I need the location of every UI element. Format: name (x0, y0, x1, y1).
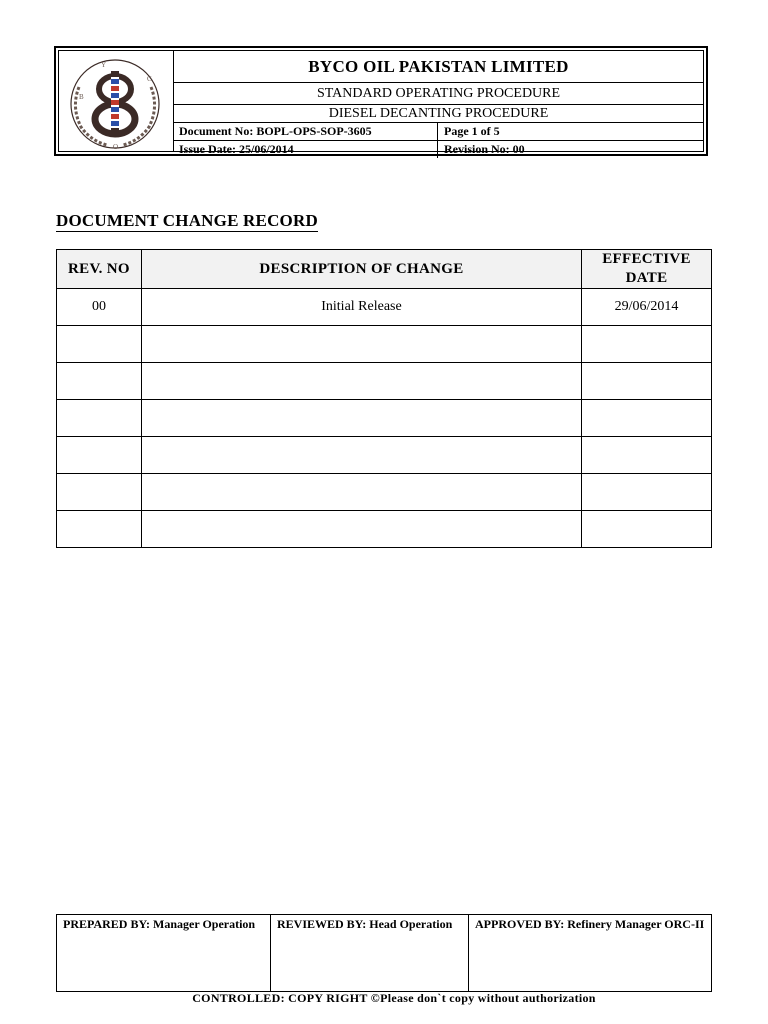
svg-text:Y: Y (101, 61, 107, 69)
description-cell (141, 400, 581, 437)
rev-cell (57, 363, 142, 400)
rev-cell (57, 437, 142, 474)
table-row (57, 363, 712, 400)
svg-text:O: O (113, 143, 119, 151)
prepared-by: PREPARED BY: Manager Operation (57, 915, 271, 991)
company-logo-icon (65, 57, 165, 151)
table-header-row (57, 250, 712, 289)
document-number: Document No: BOPL-OPS-SOP-3605 (179, 124, 372, 138)
table-row (57, 474, 712, 511)
procedure-name: DIESEL DECANTING PROCEDURE (174, 105, 703, 123)
approved-by: APPROVED BY: Refinery Manager ORC-II (475, 917, 705, 931)
rev-cell (57, 474, 142, 511)
table-row (57, 289, 712, 326)
col-header-rev: REV. NO (57, 250, 142, 289)
reviewed-by: REVIEWED BY: Head Operation (271, 915, 469, 991)
col-header-effective-date (582, 250, 712, 289)
svg-text:B: B (79, 93, 84, 101)
table-row (57, 326, 712, 363)
table-row (57, 437, 712, 474)
date-cell: 29/06/2014 (582, 289, 712, 326)
date-cell (582, 474, 712, 511)
issue-date-row (174, 141, 703, 158)
logo-cell (59, 51, 174, 151)
signoff-box (56, 914, 712, 992)
date-cell (582, 437, 712, 474)
description-cell (141, 474, 581, 511)
table-row (57, 511, 712, 548)
date-cell (582, 400, 712, 437)
change-record-table (56, 249, 712, 548)
revision-number: Revision No: 00 (437, 141, 525, 158)
company-name: BYCO OIL PAKISTAN LIMITED (174, 51, 703, 83)
section-title: DOCUMENT CHANGE RECORD (56, 211, 318, 230)
doc-number-row (174, 123, 703, 141)
document-header (54, 46, 708, 156)
table-row (57, 400, 712, 437)
rev-cell (57, 326, 142, 363)
description-cell (141, 511, 581, 548)
description-cell (141, 363, 581, 400)
date-cell (582, 511, 712, 548)
col-header-description: DESCRIPTION OF CHANGE (141, 250, 581, 289)
date-cell (582, 363, 712, 400)
doc-type: STANDARD OPERATING PROCEDURE (174, 83, 703, 105)
page-number: Page 1 of 5 (437, 123, 500, 140)
rev-cell (57, 400, 142, 437)
issue-date: Issue Date: 25/06/2014 (179, 142, 294, 156)
description-cell (141, 437, 581, 474)
rev-cell: 00 (57, 289, 142, 326)
col-header-effective: EFFECTIVE (602, 251, 691, 267)
rev-cell (57, 511, 142, 548)
description-cell: Initial Release (141, 289, 581, 326)
description-cell (141, 326, 581, 363)
col-header-date: DATE (625, 270, 668, 286)
date-cell (582, 326, 712, 363)
svg-text:C: C (147, 75, 152, 83)
copyright-notice: CONTROLLED: COPY RIGHT ©Please don`t copy without authorization (192, 991, 596, 1005)
